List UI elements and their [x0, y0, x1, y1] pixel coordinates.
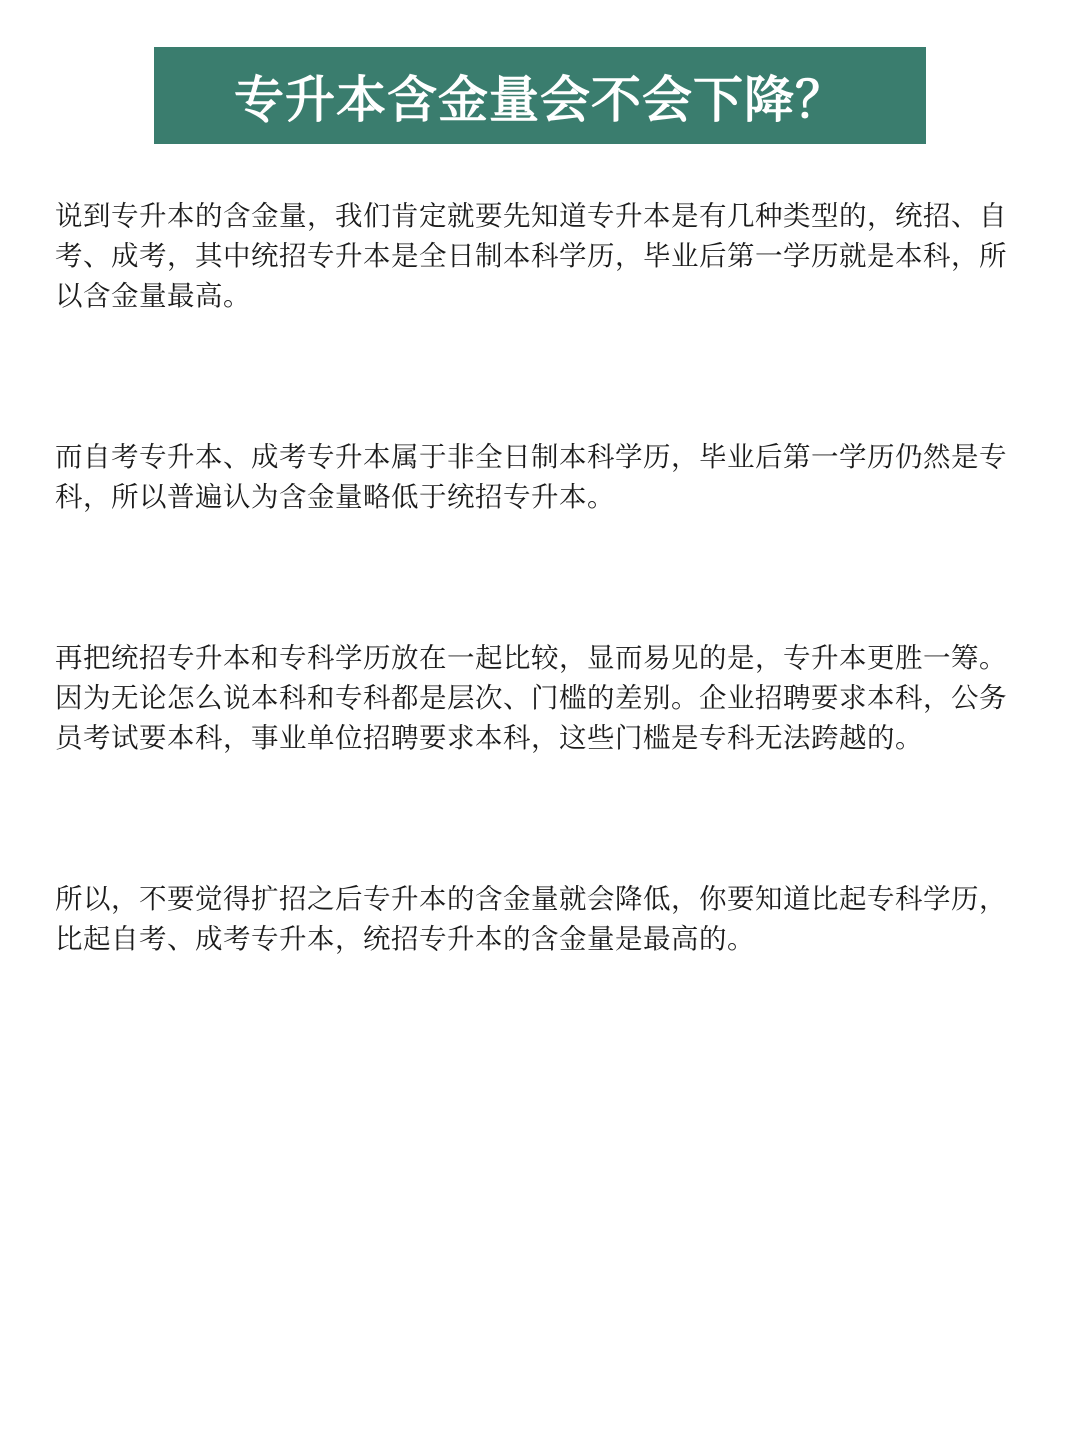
paragraph-1: 说到专升本的含金量，我们肯定就要先知道专升本是有几种类型的，统招、自考、成考，其中统招专升本是全日制本科学历，毕业后第一学历就是本科，所以含金量最高。	[55, 200, 1007, 312]
title-banner	[154, 47, 926, 144]
article-body	[55, 196, 1015, 959]
paragraph-4: 所以，不要觉得扩招之后专升本的含金量就会降低，你要知道比起专科学历，比起自考、成考专升本，统招专升本的含金量是最高的。	[55, 883, 1007, 955]
page-title: 专升本含金量会不会下降？	[234, 70, 846, 129]
paragraph-2: 而自考专升本、成考专升本属于非全日制本科学历，毕业后第一学历仍然是专科，所以普遍认为含金量略低于统招专升本。	[55, 441, 1007, 513]
paragraph-3: 再把统招专升本和专科学历放在一起比较，显而易见的是，专升本更胜一筹。因为无论怎么说本科和专科都是层次、门槛的差别。企业招聘要求本科，公务员考试要本科，事业单位招聘要求本科，这些门槛是专科无法跨越的。	[55, 642, 1007, 754]
